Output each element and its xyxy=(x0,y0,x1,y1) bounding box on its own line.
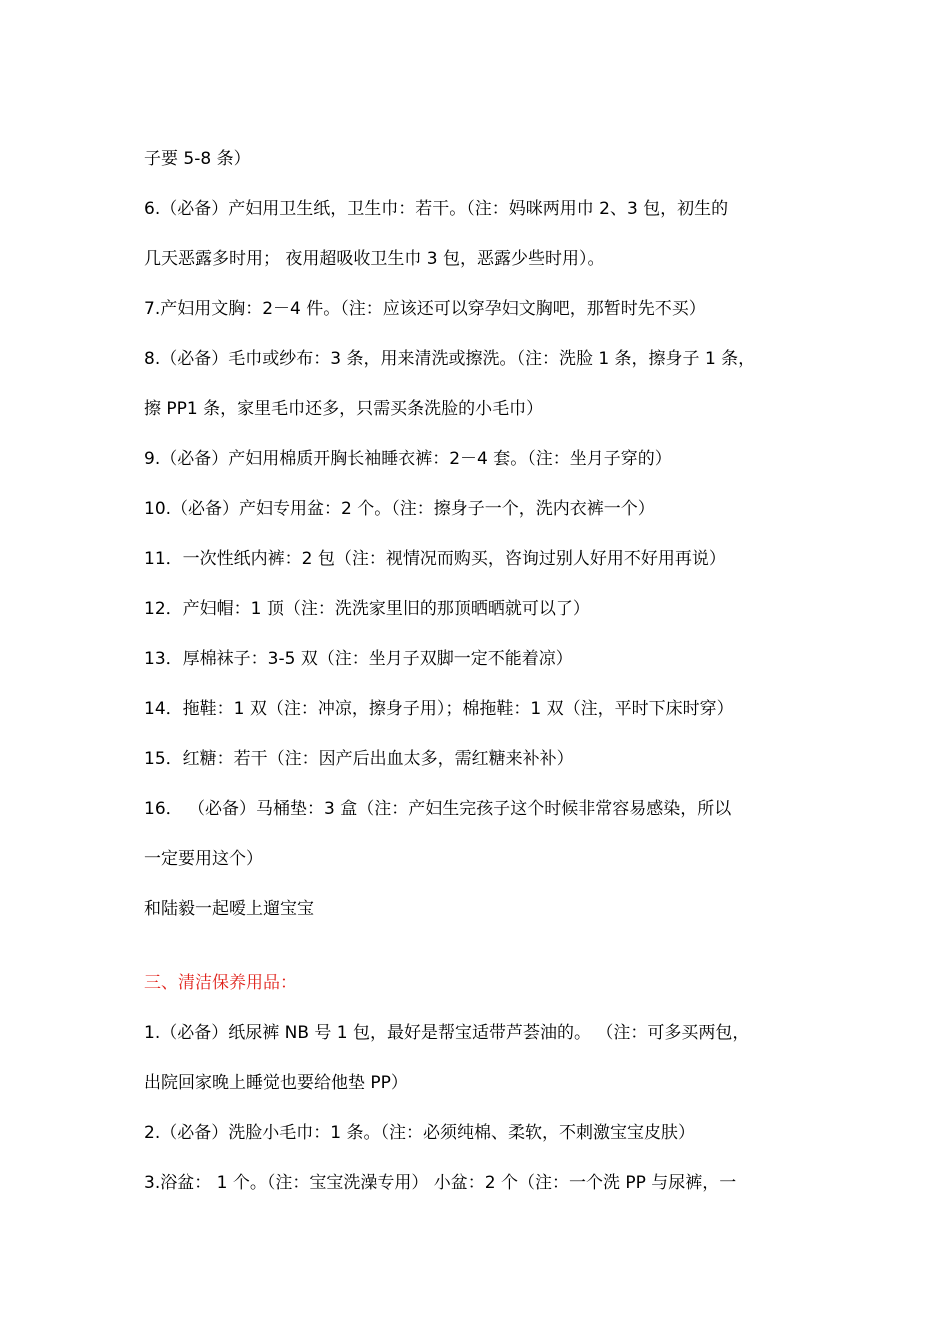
text-line: 13．厚棉袜子：3-5 双（注：坐月子双脚一定不能着凉） xyxy=(144,649,573,669)
text-line: 一定要用这个） xyxy=(144,849,263,869)
text-line: 16． （必备）马桶垫：3 盒（注：产妇生完孩子这个时候非常容易感染，所以 xyxy=(144,799,732,819)
text-line: 擦 PP1 条，家里毛巾还多，只需买条洗脸的小毛巾） xyxy=(144,399,544,419)
text-line: 子要 5-8 条） xyxy=(144,149,251,169)
text-line: 8.（必备）毛巾或纱布：3 条，用来清洗或擦洗。（注：洗脸 1 条，擦身子 1 条， xyxy=(144,349,756,369)
text-line: 7.产妇用文胸：2－4 件。（注：应该还可以穿孕妇文胸吧，那暂时先不买） xyxy=(144,299,706,319)
section-spacer xyxy=(144,934,816,958)
text-line: 2.（必备）洗脸小毛巾：1 条。（注：必须纯棉、柔软，不刺激宝宝皮肤） xyxy=(144,1123,695,1143)
text-line: 9.（必备）产妇用棉质开胸长袖睡衣裤：2－4 套。（注：坐月子穿的） xyxy=(144,449,672,469)
document-body xyxy=(144,134,816,1208)
text-line: 和陆毅一起嗳上遛宝宝 xyxy=(144,899,314,919)
text-line: 几天恶露多时用； 夜用超吸收卫生巾 3 包，恶露少些时用）。 xyxy=(144,249,605,269)
text-line: 10.（必备）产妇专用盆：2 个。（注：擦身子一个，洗内衣裤一个） xyxy=(144,499,655,519)
section-heading: 三、清洁保养用品： xyxy=(144,973,297,993)
text-line: 出院回家晚上睡觉也要给他垫 PP） xyxy=(144,1073,408,1093)
text-line: 6.（必备）产妇用卫生纸，卫生巾：若干。（注：妈咪两用巾 2、3 包，初生的 xyxy=(144,199,729,219)
text-line: 14．拖鞋：1 双（注：冲凉，擦身子用）；棉拖鞋：1 双（注，平时下床时穿） xyxy=(144,699,734,719)
text-line: 11．一次性纸内裤：2 包（注：视情况而购买，咨询过别人好用不好用再说） xyxy=(144,549,726,569)
text-line: 1.（必备）纸尿裤 NB 号 1 包，最好是帮宝适带芦荟油的。 （注：可多买两包， xyxy=(144,1023,750,1043)
text-line: 15．红糖：若干（注：因产后出血太多，需红糖来补补） xyxy=(144,749,574,769)
text-line: 3.浴盆： 1 个。（注：宝宝洗澡专用） 小盆：2 个（注：一个洗 PP 与尿裤，一 xyxy=(144,1173,737,1193)
text-line: 12．产妇帽：1 顶（注：洗洗家里旧的那顶晒晒就可以了） xyxy=(144,599,590,619)
